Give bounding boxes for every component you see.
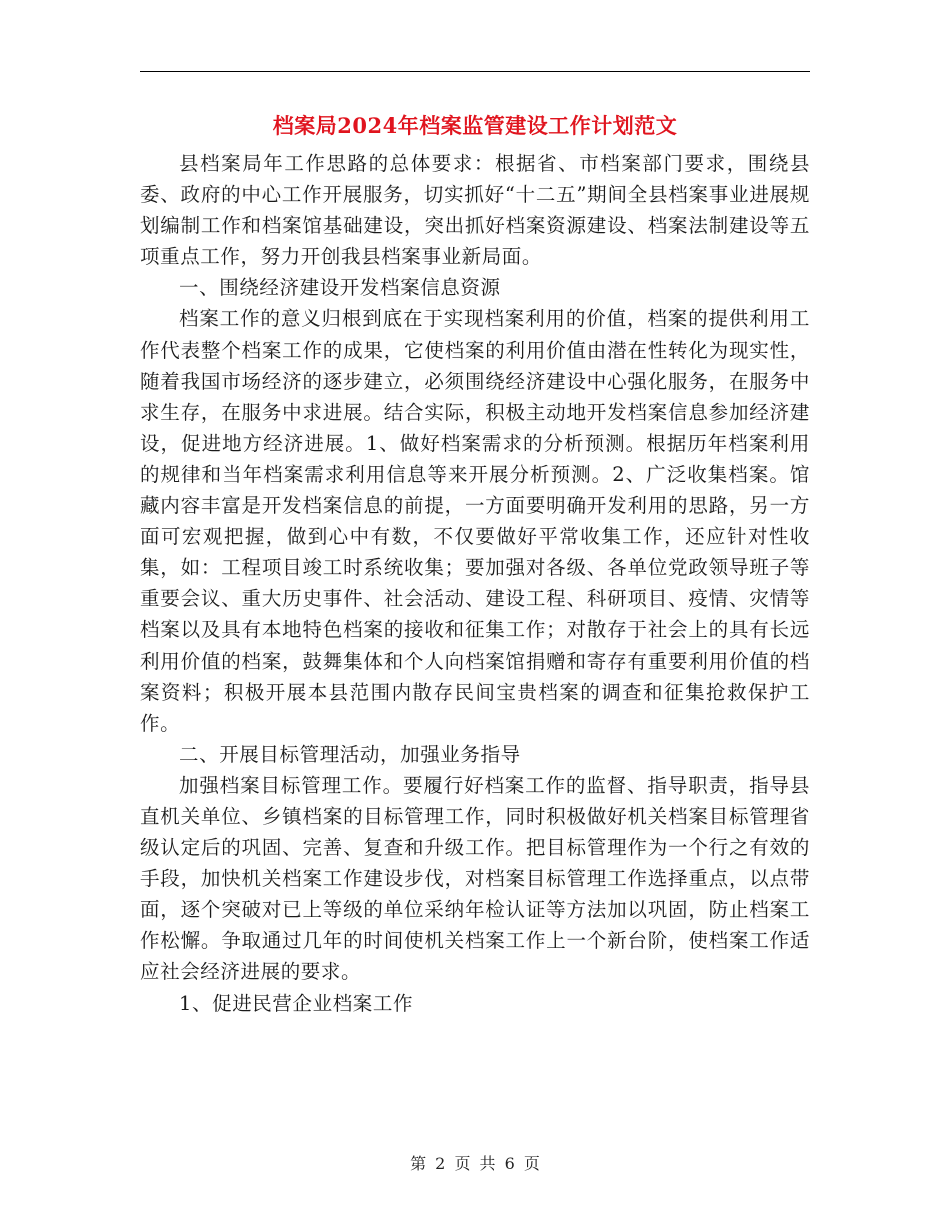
section-heading-2: 二、开展目标管理活动，加强业务指导: [179, 742, 521, 766]
document-title: 档案局2024年档案监管建设工作计划范文: [272, 113, 678, 138]
page-number-footer: 第 2 页 共 6 页: [410, 1154, 540, 1173]
section-2-paragraph: 加强档案目标管理工作。要履行好档案工作的监督、指导职责，指导县直机关单位、乡镇档案的目标管理工作，同时积极做好机关档案目标管理省级认定后的巩固、完善、复查和升级工作。把目标管理作为一个行之有效的手段，加快机关档案工作建设步伐，对档案目标管理工作选择重点，以点带面，逐个突破对已上等级的单位采纳年检认证等方法加以巩固，防止档案工作松懈。争取通过几年的时间使机关档案工作上一个新台阶，使档案工作适应社会经济进展的要求。: [140, 773, 810, 984]
intro-paragraph: 县档案局年工作思路的总体要求：根据省、市档案部门要求，围绕县委、政府的中心工作开展服务，切实抓好“十二五”期间全县档案事业进展规划编制工作和档案馆基础建设，突出抓好档案资源建设、档案法制建设等五项重点工作，努力开创我县档案事业新局面。: [140, 152, 810, 269]
document-body: [140, 148, 810, 1019]
subsection-heading-1: 1、促进民营企业档案工作: [179, 991, 414, 1015]
header-rule: [140, 71, 810, 72]
section-1-paragraph: 档案工作的意义归根到底在于实现档案利用的价值，档案的提供利用工作代表整个档案工作的成果，它使档案的利用价值由潜在性转化为现实性，随着我国市场经济的逐步建立，必须围绕经济建设中心强化服务，在服务中求生存，在服务中求进展。结合实际，积极主动地开发档案信息参加经济建设，促进地方经济进展。1、做好档案需求的分析预测。根据历年档案利用的规律和当年档案需求利用信息等来开展分析预测。2、广泛收集档案。馆藏内容丰富是开发档案信息的前提，一方面要明确开发利用的思路，另一方面可宏观把握，做到心中有数，不仅要做好平常收集工作，还应针对性收集，如：工程项目竣工时系统收集；要加强对各级、各单位党政领导班子等重要会议、重大历史事件、社会活动、建设工程、科研项目、疫情、灾情等档案以及具有本地特色档案的接收和征集工作；对散存于社会上的具有长远利用价值的档案，鼓舞集体和个人向档案馆捐赠和寄存有重要利用价值的档案资料；积极开展本县范围内散存民间宝贵档案的调查和征集抢救保护工作。: [140, 307, 810, 735]
section-heading-1: 一、围绕经济建设开发档案信息资源: [179, 276, 501, 300]
